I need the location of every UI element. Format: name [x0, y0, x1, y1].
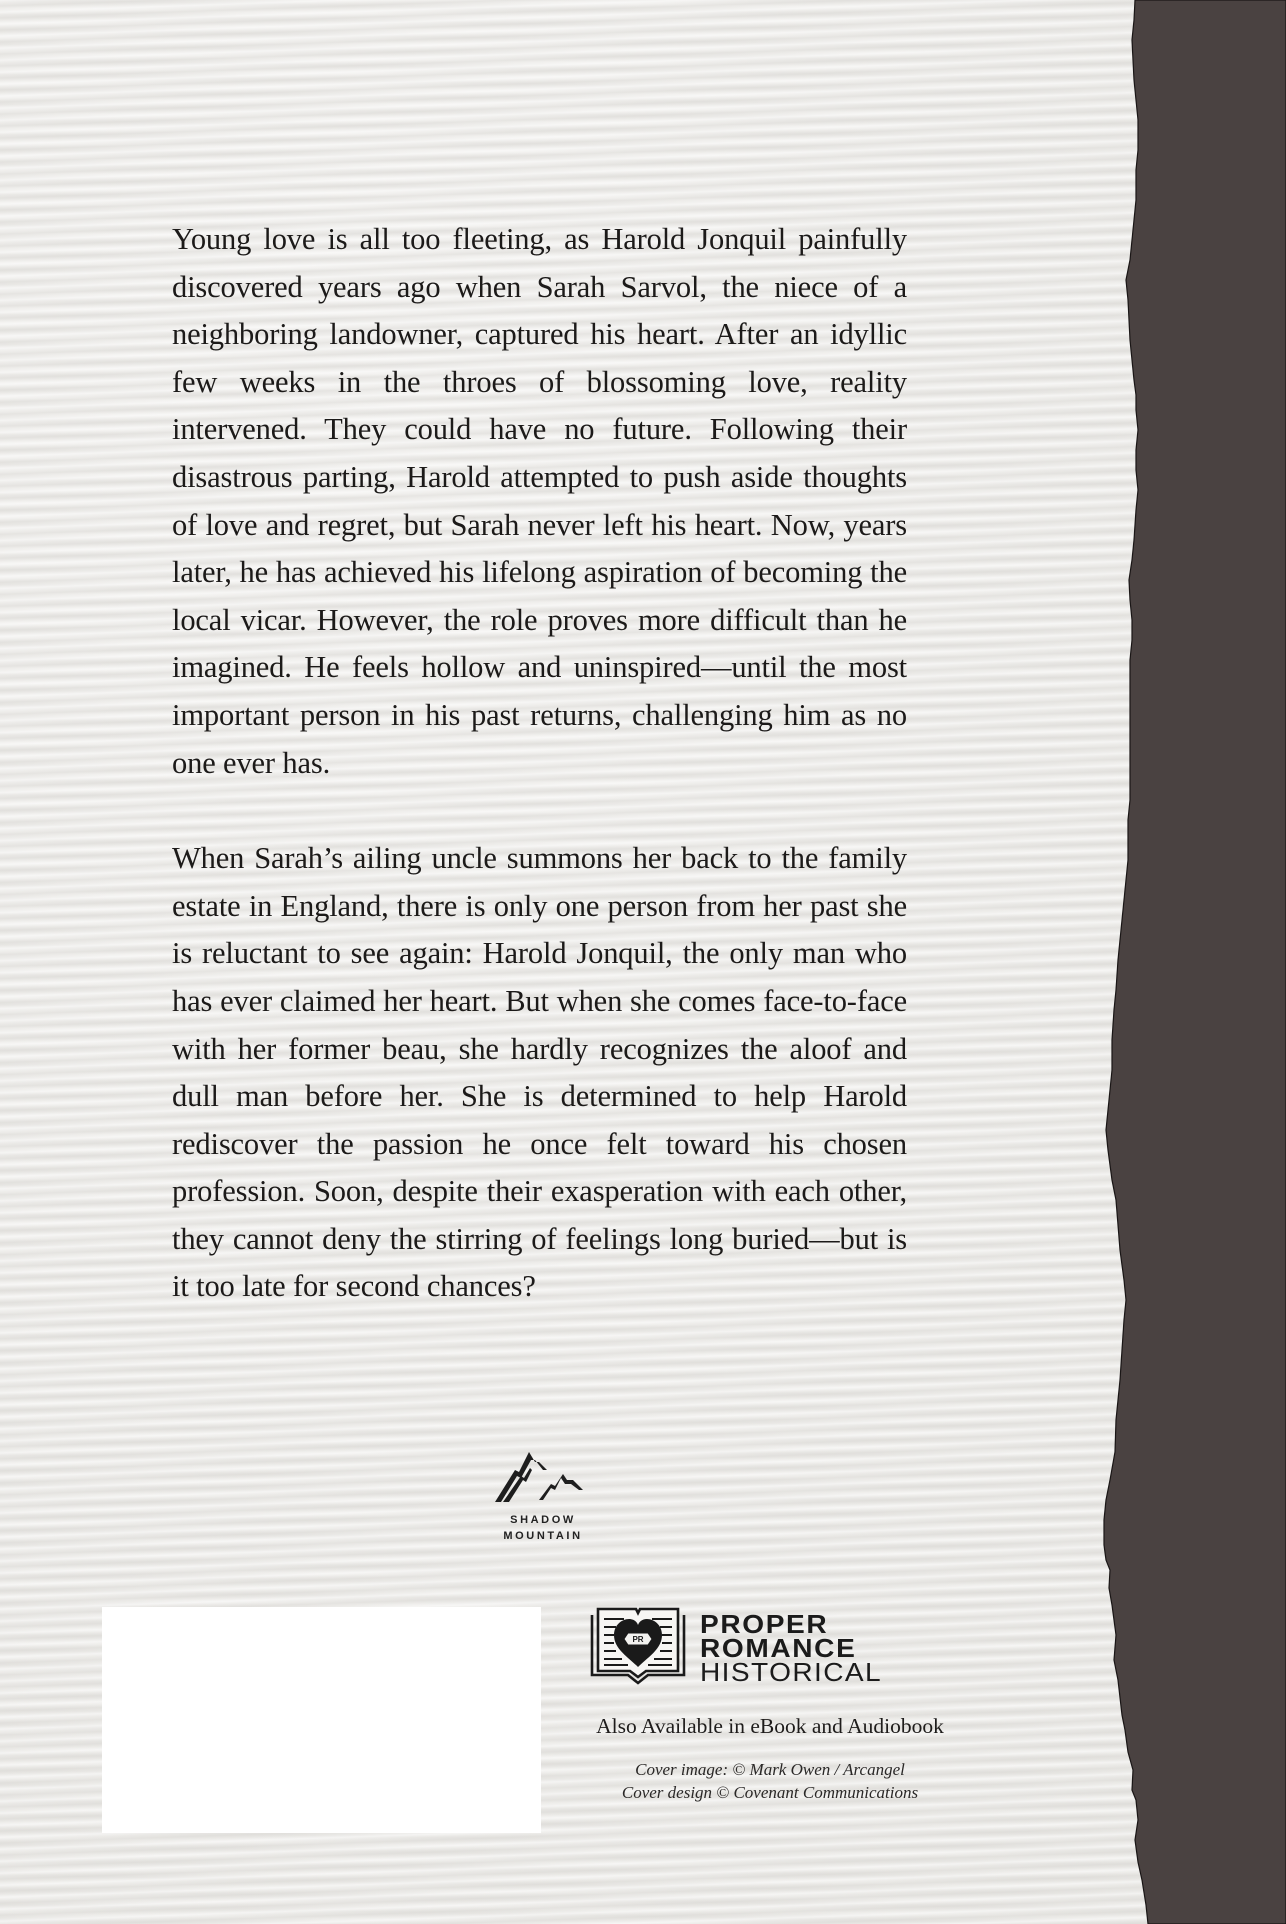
cover-design-credit: Cover design © Covenant Communications [621, 1783, 919, 1802]
imprint-line3: HISTORICAL [700, 1656, 883, 1687]
publisher-name-line1: SHADOW [510, 1514, 576, 1526]
publisher-name-line2: MOUNTAIN [503, 1530, 583, 1542]
spine-band [1066, 0, 1286, 1924]
blurb-paragraph-1: Young love is all too fleeting, as Harold Jonquil painfully discovered years ago when Sarah Sarvol, the niece of a neighboring landowner, captured his heart. After an idyllic few weeks in the throes of blossoming love, reality intervened. They could have no future. Following their disastrous parting, Harold attempted to push aside thoughts of love and regret, but Sarah never left his heart. Now, years later, he has achieved his lifelong aspiration of becoming the local vicar. However, the role proves more difficult than he imagined. He feels hollow and uninspired—until the most important person in his past returns, challenging him as no one ever has. [172, 222, 907, 780]
imprint-badge-text: PR [632, 1634, 644, 1644]
blurb-paragraph-2: When Sarah’s ailing uncle summons her back to the family estate in England, there is only one person from her past she is reluctant to see again: Harold Jonquil, the only man who has ever claimed her heart. But when she comes face-to-face with her former beau, she hardly recognizes the aloof and dull man before her. She is determined to help Harold rediscover the passion he once felt toward his chosen profession. Soon, despite their exasperation with each other, they cannot deny the stirring of feelings long buried—but is it too late for second chances? [172, 841, 907, 1304]
mountain-peaks-icon [488, 1448, 598, 1506]
cover-image-credit: Cover image: © Mark Owen / Arcangel [635, 1760, 905, 1779]
publisher-logo [488, 1448, 598, 1544]
availability-note: Also Available in eBook and Audiobook [596, 1714, 944, 1738]
imprint-wordmark [700, 1608, 883, 1687]
cover-credits [560, 1758, 980, 1804]
imprint-logo [588, 1608, 918, 1688]
imprint-line1: PROPER [700, 1608, 829, 1639]
barcode-area [102, 1607, 541, 1833]
book-blurb [172, 216, 907, 1359]
imprint-line2: ROMANCE [700, 1632, 857, 1663]
open-book-heart-icon [588, 1605, 688, 1692]
